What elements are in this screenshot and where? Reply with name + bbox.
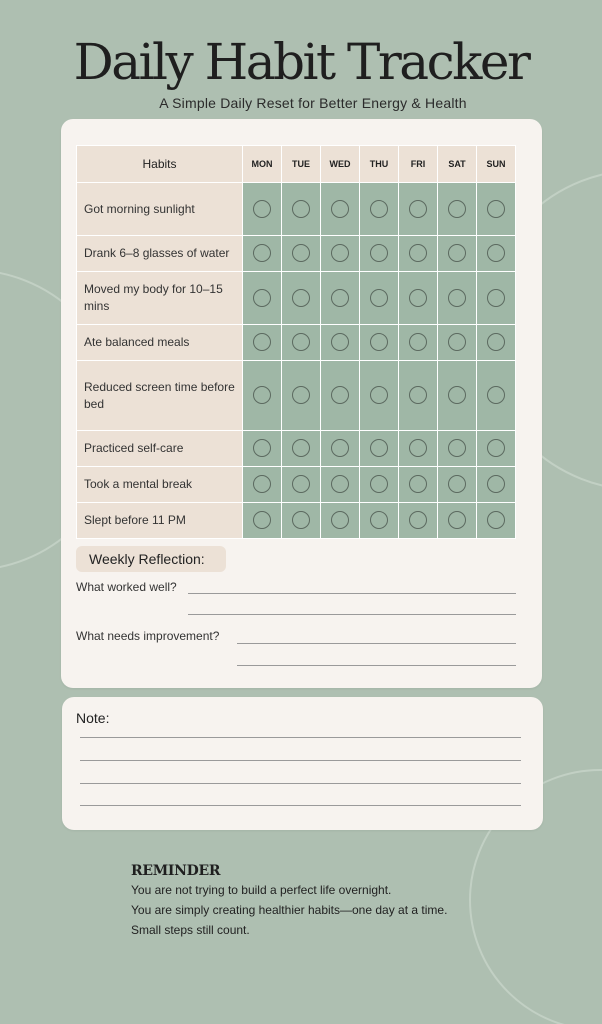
check-circle[interactable]	[253, 439, 271, 457]
habit-label: Reduced screen time before bed	[77, 361, 243, 431]
check-circle[interactable]	[487, 333, 505, 351]
check-circle[interactable]	[448, 439, 466, 457]
table-row	[77, 361, 516, 431]
check-circle[interactable]	[448, 289, 466, 307]
day-header: WED	[321, 146, 360, 183]
check-circle[interactable]	[253, 511, 271, 529]
table-row	[77, 467, 516, 503]
check-circle[interactable]	[409, 289, 427, 307]
check-circle[interactable]	[253, 244, 271, 262]
check-circle[interactable]	[487, 289, 505, 307]
check-circle[interactable]	[331, 289, 349, 307]
check-circle[interactable]	[487, 200, 505, 218]
check-circle[interactable]	[487, 511, 505, 529]
check-circle[interactable]	[331, 200, 349, 218]
check-circle[interactable]	[292, 289, 310, 307]
check-circle[interactable]	[409, 439, 427, 457]
table-row	[77, 183, 516, 236]
page-title: Daily Habit Tracker	[73, 33, 529, 91]
check-circle[interactable]	[448, 511, 466, 529]
table-row	[77, 272, 516, 325]
check-circle[interactable]	[292, 333, 310, 351]
habit-label: Moved my body for 10–15 mins	[77, 272, 243, 325]
question-worked-well: What worked well?	[76, 580, 177, 594]
check-circle[interactable]	[292, 244, 310, 262]
day-header: SAT	[438, 146, 477, 183]
check-circle[interactable]	[331, 511, 349, 529]
note-line[interactable]	[80, 737, 521, 738]
check-circle[interactable]	[253, 200, 271, 218]
answer-line[interactable]	[237, 665, 516, 666]
habits-column-header: Habits	[77, 146, 243, 183]
answer-line[interactable]	[188, 593, 516, 594]
check-circle[interactable]	[409, 200, 427, 218]
reminder-line: You are not trying to build a perfect life overnight.	[131, 883, 392, 897]
check-circle[interactable]	[370, 511, 388, 529]
habit-table	[76, 145, 516, 539]
day-header: THU	[360, 146, 399, 183]
check-circle[interactable]	[448, 333, 466, 351]
check-circle[interactable]	[409, 386, 427, 404]
check-circle[interactable]	[370, 333, 388, 351]
note-line[interactable]	[80, 783, 521, 784]
note-card	[62, 697, 543, 830]
check-circle[interactable]	[448, 244, 466, 262]
check-circle[interactable]	[487, 475, 505, 493]
note-line[interactable]	[80, 760, 521, 761]
check-circle[interactable]	[448, 386, 466, 404]
reminder-line: You are simply creating healthier habits—one day at a time.	[131, 903, 448, 917]
tracker-card	[61, 119, 542, 688]
check-circle[interactable]	[370, 289, 388, 307]
check-circle[interactable]	[448, 475, 466, 493]
check-circle[interactable]	[253, 386, 271, 404]
check-circle[interactable]	[487, 386, 505, 404]
reminder-line: Small steps still count.	[131, 923, 250, 937]
habit-label: Took a mental break	[77, 467, 243, 503]
table-row	[77, 325, 516, 361]
check-circle[interactable]	[370, 475, 388, 493]
check-circle[interactable]	[409, 333, 427, 351]
day-header: SUN	[477, 146, 516, 183]
check-circle[interactable]	[292, 200, 310, 218]
check-circle[interactable]	[331, 439, 349, 457]
check-circle[interactable]	[292, 475, 310, 493]
check-circle[interactable]	[370, 244, 388, 262]
table-row	[77, 431, 516, 467]
check-circle[interactable]	[253, 475, 271, 493]
weekly-reflection-title: Weekly Reflection:	[76, 546, 226, 572]
reminder-section	[131, 862, 551, 940]
check-circle[interactable]	[409, 244, 427, 262]
habit-label: Drank 6–8 glasses of water	[77, 236, 243, 272]
note-label: Note:	[76, 710, 110, 726]
day-header: MON	[243, 146, 282, 183]
question-needs-improvement: What needs improvement?	[76, 629, 220, 643]
reminder-title: REMINDER	[131, 863, 221, 879]
check-circle[interactable]	[292, 439, 310, 457]
day-header: TUE	[282, 146, 321, 183]
table-row	[77, 503, 516, 539]
page-subtitle: A Simple Daily Reset for Better Energy & Health	[159, 95, 467, 111]
check-circle[interactable]	[487, 244, 505, 262]
check-circle[interactable]	[370, 386, 388, 404]
check-circle[interactable]	[292, 386, 310, 404]
habit-label: Slept before 11 PM	[77, 503, 243, 539]
check-circle[interactable]	[370, 439, 388, 457]
check-circle[interactable]	[448, 200, 466, 218]
check-circle[interactable]	[253, 333, 271, 351]
table-header-row	[77, 146, 516, 183]
table-row	[77, 236, 516, 272]
habit-label: Ate balanced meals	[77, 325, 243, 361]
answer-line[interactable]	[188, 614, 516, 615]
check-circle[interactable]	[292, 511, 310, 529]
habit-label: Got morning sunlight	[77, 183, 243, 236]
note-line[interactable]	[80, 805, 521, 806]
check-circle[interactable]	[331, 386, 349, 404]
check-circle[interactable]	[331, 475, 349, 493]
check-circle[interactable]	[370, 200, 388, 218]
check-circle[interactable]	[253, 289, 271, 307]
check-circle[interactable]	[409, 511, 427, 529]
answer-line[interactable]	[237, 643, 516, 644]
habit-label: Practiced self-care	[77, 431, 243, 467]
check-circle[interactable]	[487, 439, 505, 457]
check-circle[interactable]	[331, 333, 349, 351]
day-header: FRI	[399, 146, 438, 183]
check-circle[interactable]	[409, 475, 427, 493]
check-circle[interactable]	[331, 244, 349, 262]
